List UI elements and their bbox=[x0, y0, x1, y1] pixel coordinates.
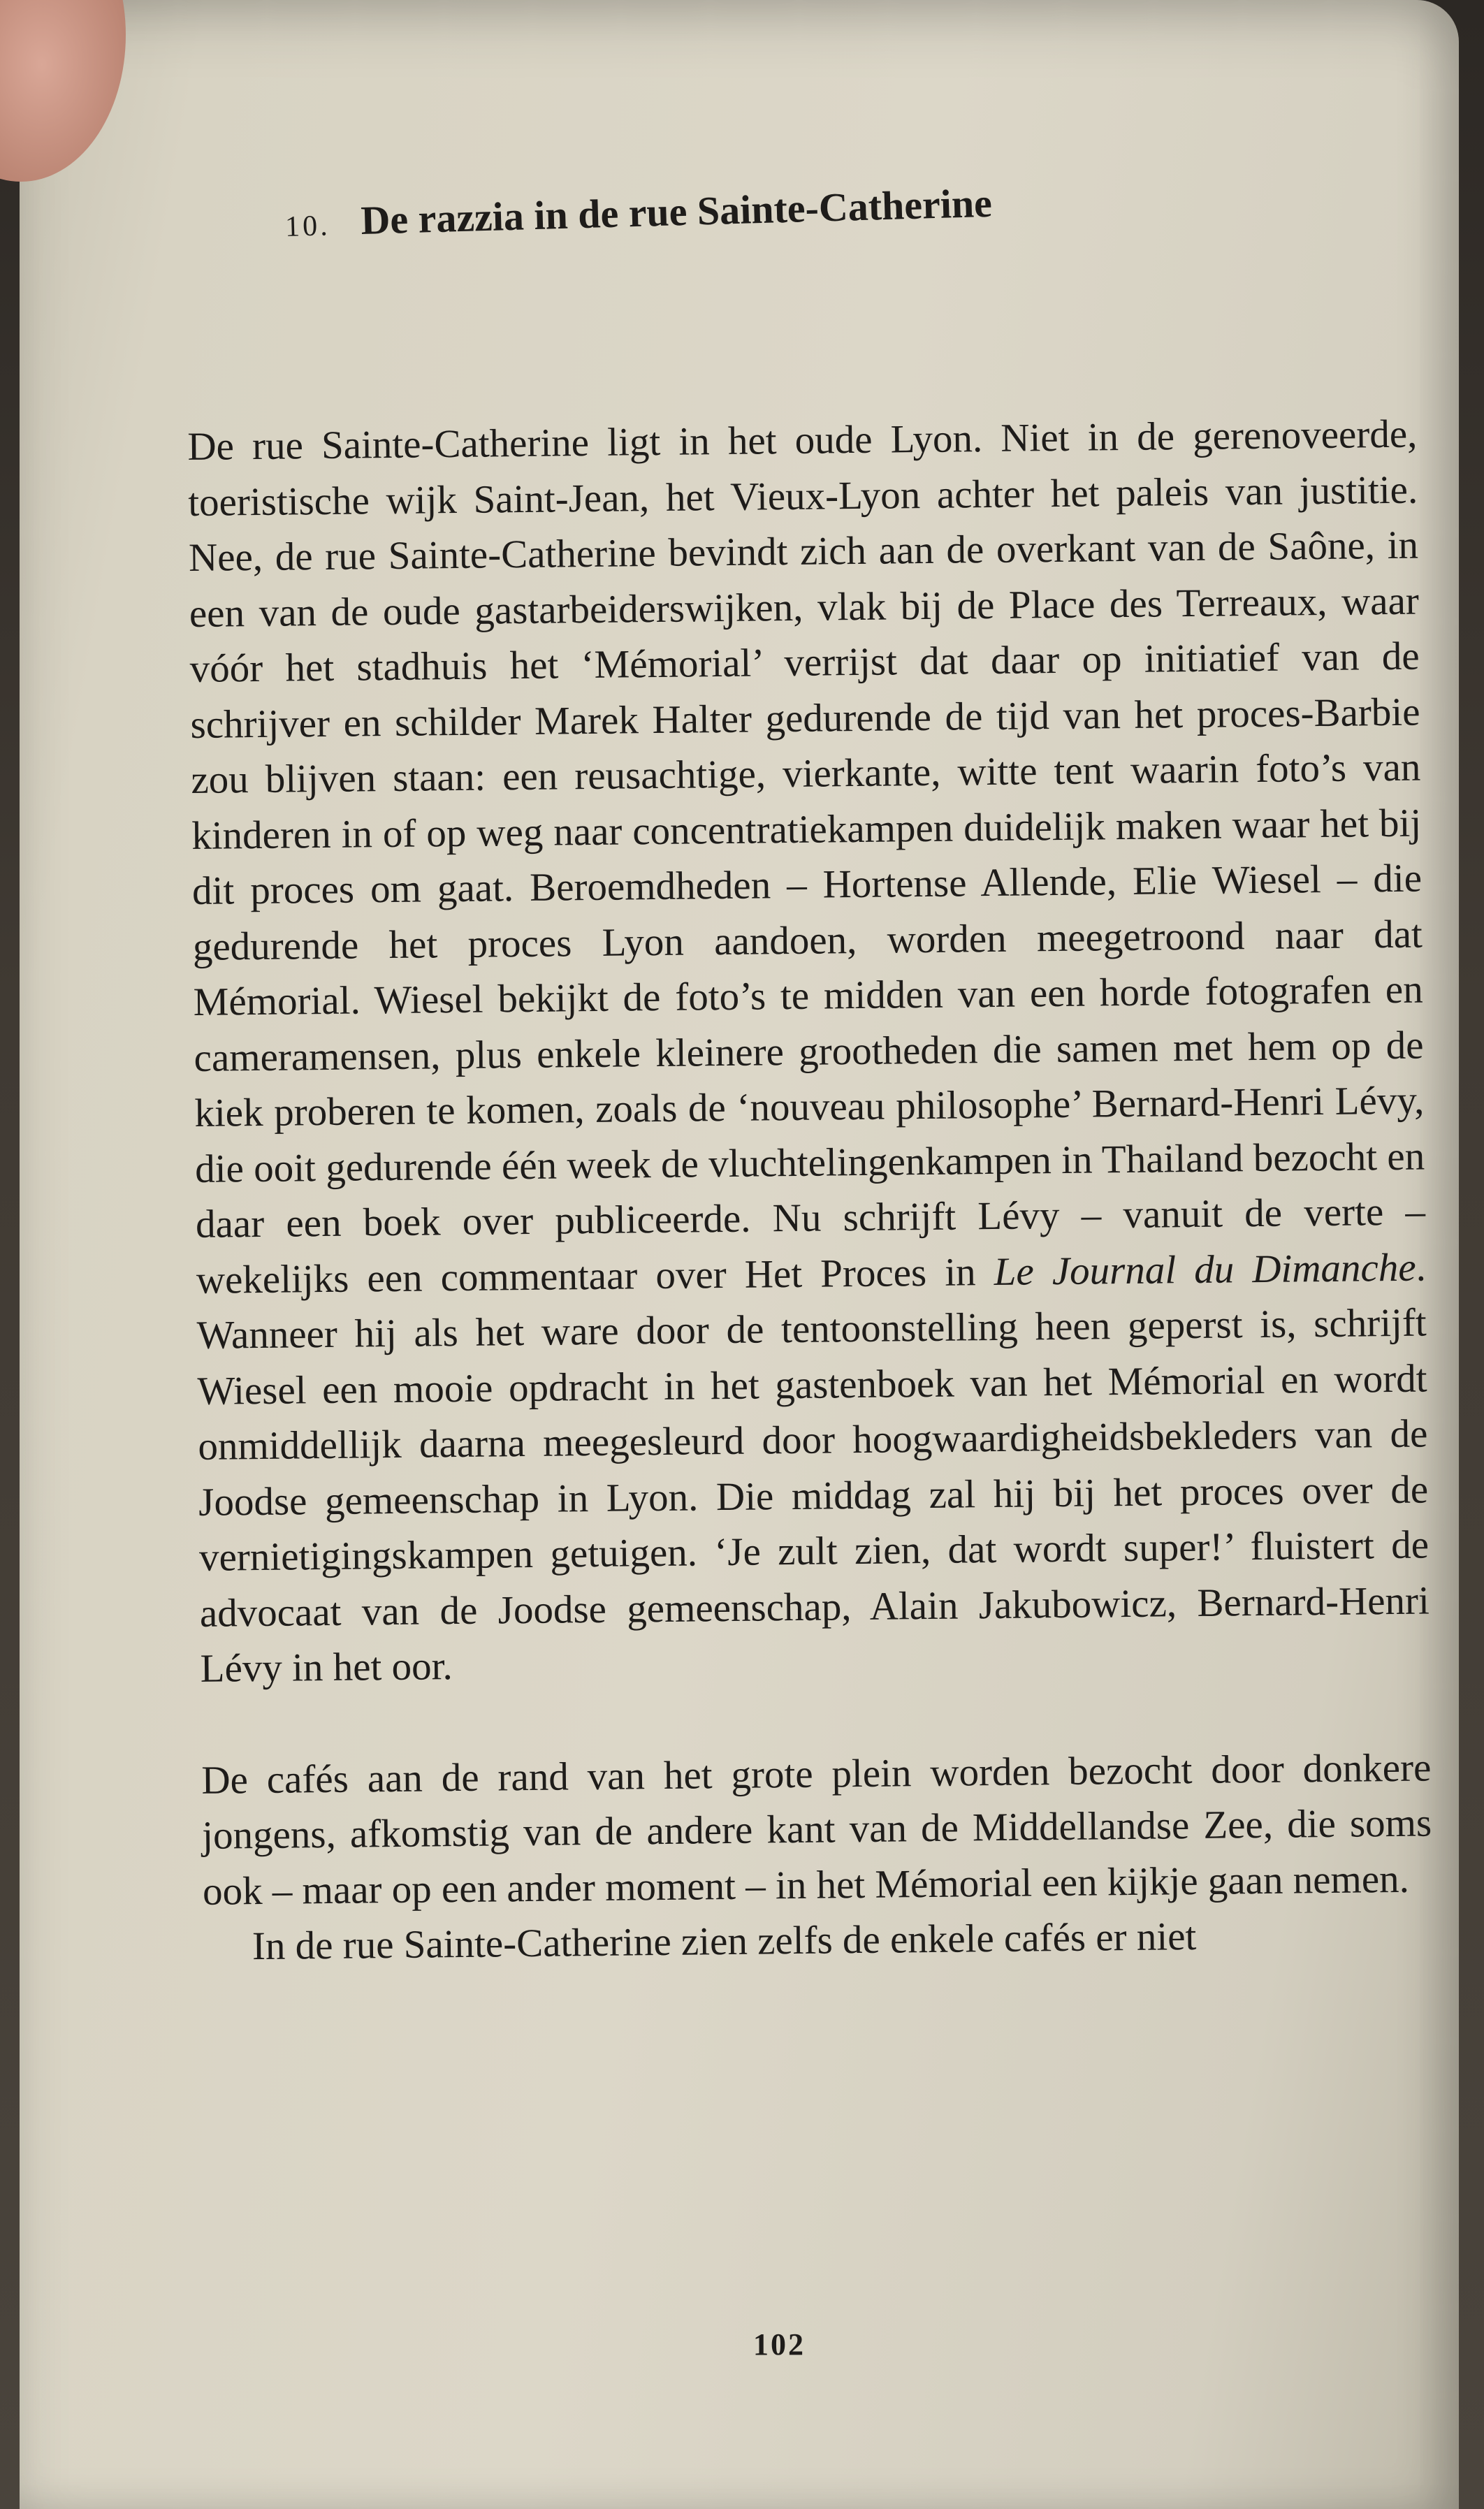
chapter-number: 10. bbox=[284, 210, 331, 243]
chapter-title: De razzia in de rue Sainte-Catherine bbox=[360, 180, 993, 243]
paragraph-1-text-continued: . Wanneer hij als het ware door de tentoonstelling heen geperst is, schrijft Wiesel een mooie opdracht in het gastenboek van het Mémorial en wordt onmiddellijk daarna meegesleurd door hoogwaardigheidsbekleders van de Joodse gemeenschap in Lyon. Die middag zal hij bij het proces over de vernietigingskampen getuigen. ‘Je zult zien, dat wordt super!’ fluistert de advocaat van de Joodse gemeenschap, Alain Jakubowicz, Bernard-Henri Lévy in het oor. bbox=[196, 1245, 1430, 1691]
paragraph-1 bbox=[187, 407, 1430, 1697]
paragraph-2: De cafés aan de rand van het grote plein worden bezocht door donkere jongens, afkomstig van de andere kant van de Middellandse Zee, die soms ook – maar op een ander moment – in het Mémorial een kijkje gaan nemen. bbox=[201, 1745, 1432, 1914]
book-page bbox=[20, 0, 1459, 2509]
newspaper-title: Le Journal du Dimanche bbox=[994, 1245, 1416, 1294]
chapter-heading bbox=[284, 180, 993, 246]
paragraph-1-text: De rue Sainte-Catherine ligt in het oude Lyon. Niet in de gerenoveerde, toeristische wijk Saint-Jean, het Vieux-Lyon achter het paleis van justitie. Nee, de rue Sainte-Catherine bevindt zich aan de overkant van de Saône, in een van de oude gastarbeiderswijken, vlak bij de Place des Terreaux, waar vóór het stadhuis het ‘Mémorial’ verrijst dat daar op initiatief van de schrijver en schilder Marek Halter gedurende de tijd van het proces-Barbie zou blijven staan: een reusachtige, vierkante, witte tent waarin foto’s van kinderen in of op weg naar concentratiekampen duidelijk maken waar het bij dit proces om gaat. Beroemdheden – Hortense Allende, Elie Wiesel – die gedurende het proces Lyon aandoen, worden meegetroond naar dat Mémorial. Wiesel bekijkt de foto’s te midden van een horde fotografen en cameramensen, plus enkele kleinere grootheden die samen met hem op de kiek proberen te komen, zoals de ‘nouveau philosophe’ Bernard-Henri Lévy, die ooit gedurende één week de vluchtelingenkampen in Thailand bezocht en daar een boek over publiceerde. Nu schrijft Lévy – vanuit de verte – wekelijks een commentaar over Het Proces in bbox=[187, 412, 1426, 1302]
body-text bbox=[187, 407, 1433, 1975]
paragraph-3: In de rue Sainte-Catherine zien zelfs de enkele cafés er niet bbox=[252, 1914, 1197, 1969]
page-number: 102 bbox=[753, 2327, 806, 2362]
